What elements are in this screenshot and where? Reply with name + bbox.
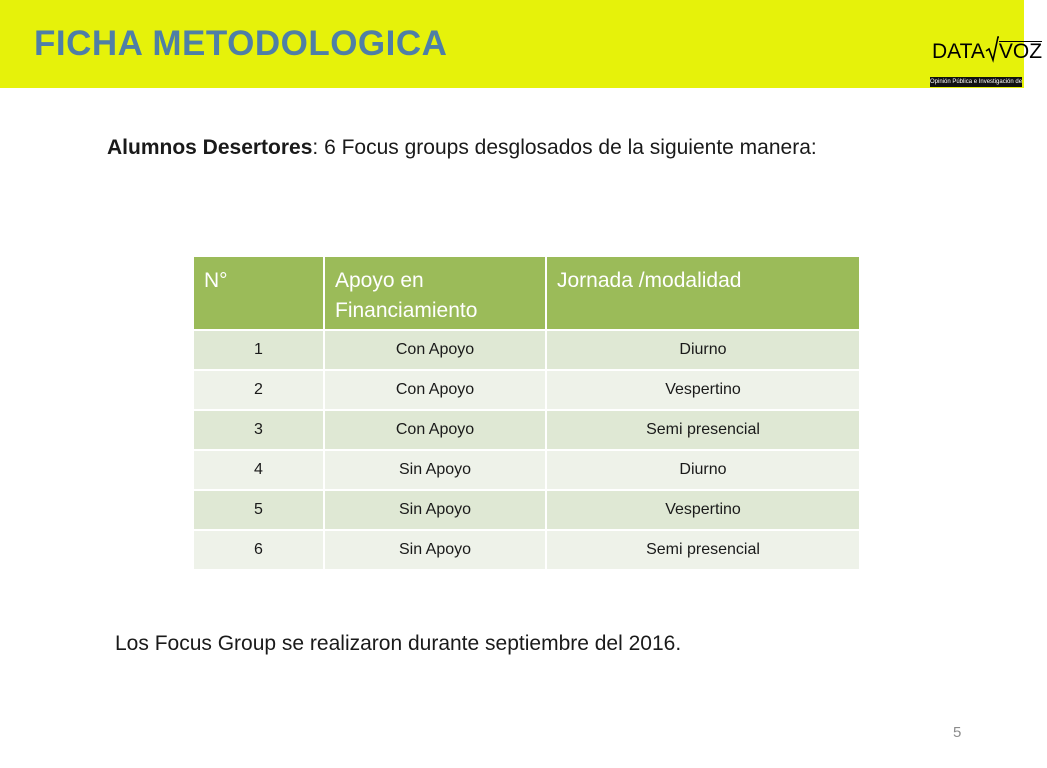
cell-jornada: Vespertino — [546, 370, 860, 410]
column-header-jornada: Jornada /modalidad — [546, 256, 860, 330]
page-number: 5 — [953, 724, 962, 741]
cell-number: 2 — [193, 370, 324, 410]
page-title: FICHA METODOLOGICA — [34, 24, 448, 63]
logo-tagline: Opinión Pública e Investigación de Mercado — [930, 79, 1047, 85]
radical-sign-icon — [985, 36, 999, 62]
logo-wordmark — [932, 36, 1042, 64]
cell-number: 6 — [193, 530, 324, 570]
table-row — [193, 410, 860, 450]
focus-groups-table — [192, 255, 861, 571]
cell-apoyo: Con Apoyo — [324, 410, 546, 450]
cell-apoyo: Sin Apoyo — [324, 530, 546, 570]
column-header-number: N° — [193, 256, 324, 330]
logo-text-data: DATA — [932, 40, 985, 63]
column-header-apoyo: Apoyo en Financiamiento — [324, 256, 546, 330]
table-row — [193, 330, 860, 370]
footnote: Los Focus Group se realizaron durante septiembre del 2016. — [115, 632, 682, 655]
intro-line — [107, 136, 817, 160]
cell-number: 5 — [193, 490, 324, 530]
datavoz-logo — [928, 30, 1047, 88]
cell-jornada: Diurno — [546, 450, 860, 490]
cell-jornada: Diurno — [546, 330, 860, 370]
cell-apoyo: Sin Apoyo — [324, 490, 546, 530]
table-row — [193, 370, 860, 410]
intro-text: : 6 Focus groups desglosados de la siguiente manera: — [312, 136, 817, 159]
logo-text-voz: VOZ — [998, 40, 1043, 63]
cell-number: 4 — [193, 450, 324, 490]
table-row — [193, 450, 860, 490]
cell-number: 1 — [193, 330, 324, 370]
table-row — [193, 530, 860, 570]
cell-jornada: Vespertino — [546, 490, 860, 530]
cell-apoyo: Con Apoyo — [324, 370, 546, 410]
cell-apoyo: Sin Apoyo — [324, 450, 546, 490]
header-band — [0, 0, 1047, 88]
intro-label: Alumnos Desertores — [107, 136, 313, 159]
cell-jornada: Semi presencial — [546, 530, 860, 570]
cell-number: 3 — [193, 410, 324, 450]
cell-jornada: Semi presencial — [546, 410, 860, 450]
cell-apoyo: Con Apoyo — [324, 330, 546, 370]
table-header-row — [193, 256, 860, 330]
table-row — [193, 490, 860, 530]
